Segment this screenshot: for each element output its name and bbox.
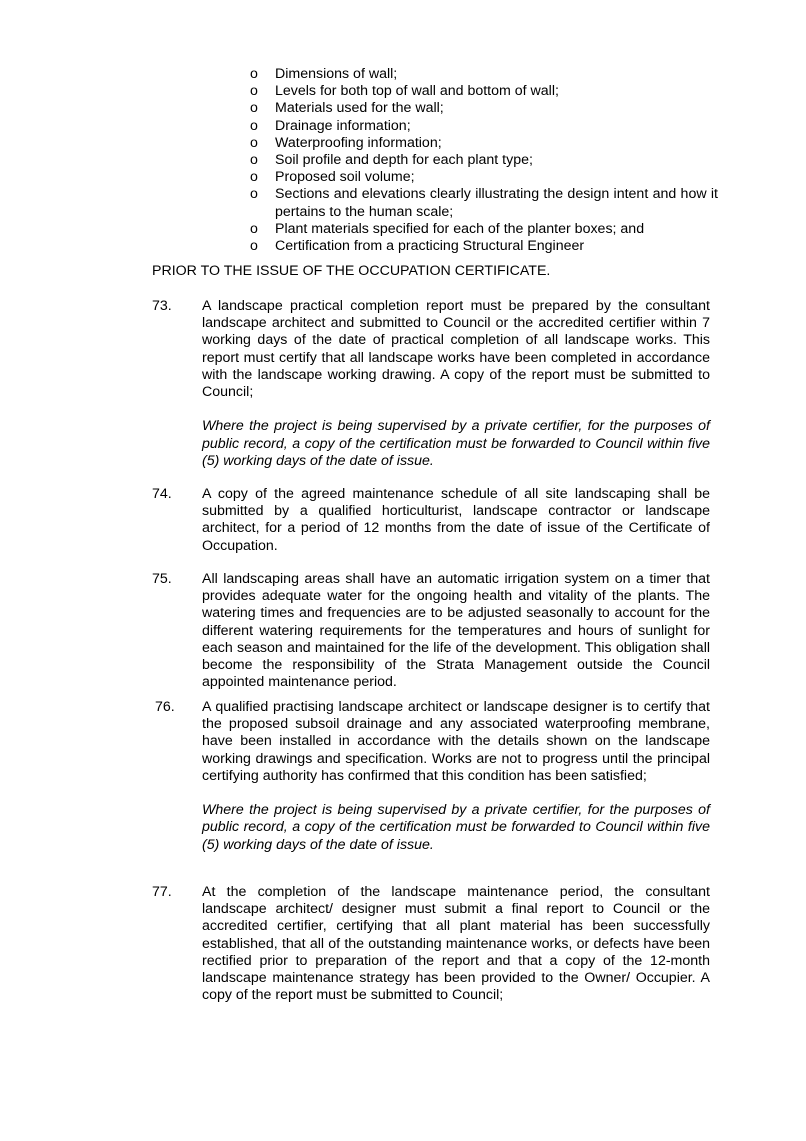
bullet-marker: o xyxy=(250,117,258,134)
bullet-text: Sections and elevations clearly illustrating the design intent and how it pertains to the human scale; xyxy=(275,186,718,220)
bullet-text: Dimensions of wall; xyxy=(275,66,398,82)
bullet-marker: o xyxy=(250,152,258,169)
bullet-text: Plant materials specified for each of the planter boxes; and xyxy=(275,220,645,237)
requirements-bullet-list xyxy=(248,66,718,255)
bullet-text: Drainage information; xyxy=(275,117,411,134)
condition-text: A landscape practical completion report must be prepared by the consultant landscape architect and submitted to Council or the accredited certifier within 7 working days of the date of practical completion of all landscape works. This report must certify that all landscape works have been completed in accordance with the landscape working drawing. A copy of the report must be submitted to Council; xyxy=(202,298,710,401)
condition-73 xyxy=(152,298,710,470)
bullet-marker: o xyxy=(250,83,258,100)
bullet-text: Levels for both top of wall and bottom of wall; xyxy=(275,83,559,100)
bullet-text: Materials used for the wall; xyxy=(275,100,444,117)
condition-number: 74. xyxy=(152,486,172,502)
condition-note: Where the project is being supervised by a private certifier, for the purposes of public record, a copy of the certification must be forwarded to Council within five (5) working days of the date of issue. xyxy=(202,418,710,469)
condition-text: A copy of the agreed maintenance schedule of all site landscaping shall be submitted by a qualified horticulturist, landscape contractor or landscape architect, for a period of 12 months from the date of issue of the Certificate of Occupation. xyxy=(202,486,710,554)
condition-number: 75. xyxy=(152,571,172,587)
condition-76 xyxy=(155,699,710,854)
bullet-item xyxy=(248,221,718,238)
condition-number: 73. xyxy=(152,298,172,314)
section-heading: PRIOR TO THE ISSUE OF THE OCCUPATION CERTIFICATE. xyxy=(152,263,551,279)
bullet-item xyxy=(248,186,718,220)
bullet-item xyxy=(248,118,718,135)
bullet-marker: o xyxy=(250,66,258,82)
bullet-item xyxy=(248,135,718,152)
condition-text: At the completion of the landscape maintenance period, the consultant landscape architect/ designer must submit a final report to Council or the accredited certifier, certifying that all plant material has been successfully established, that all of the outstanding maintenance works, or defects have been rectified prior to preparation of the report and that a copy of the 12-month landscape maintenance strategy has been provided to the Owner/ Occupier. A copy of the report must be submitted to Council; xyxy=(202,884,710,1004)
bullet-item xyxy=(248,66,718,83)
condition-number: 76. xyxy=(155,699,175,715)
bullet-marker: o xyxy=(250,220,258,237)
condition-text: A qualified practising landscape architect or landscape designer is to certify that the proposed subsoil drainage and any associated waterproofing membrane, have been installed in accordance with the details shown on the landscape working drawings and specification. Works are not to progress until the principal certifying authority has confirmed that this condition has been satisfied; xyxy=(202,699,710,784)
bullet-item xyxy=(248,152,718,169)
condition-74 xyxy=(152,486,710,555)
bullet-marker: o xyxy=(250,186,258,203)
condition-number: 77. xyxy=(152,884,172,900)
condition-75 xyxy=(152,571,710,691)
bullet-marker: o xyxy=(250,238,258,255)
bullet-marker: o xyxy=(250,134,258,151)
condition-77 xyxy=(152,884,710,1004)
bullet-item xyxy=(248,169,718,186)
bullet-item xyxy=(248,100,718,117)
bullet-marker: o xyxy=(250,100,258,117)
bullet-text: Proposed soil volume; xyxy=(275,169,415,186)
bullet-item xyxy=(248,83,718,100)
condition-text: All landscaping areas shall have an automatic irrigation system on a timer that provides adequate water for the ongoing health and vitality of the plants. The watering times and frequencies are to be adjusted seasonally to account for the different watering requirements for the temperatures and hours of sunlight for each season and maintained for the life of the development. This obligation shall become the responsibility of the Strata Management outside the Council appointed maintenance period. xyxy=(202,571,710,691)
bullet-text: Certification from a practicing Structural Engineer xyxy=(275,238,585,255)
bullet-text: Soil profile and depth for each plant type; xyxy=(275,152,533,169)
bullet-text: Waterproofing information; xyxy=(275,134,442,151)
condition-note: Where the project is being supervised by a private certifier, for the purposes of public record, a copy of the certification must be forwarded to Council within five (5) working days of the date of issue. xyxy=(202,802,710,853)
bullet-item xyxy=(248,238,718,255)
bullet-marker: o xyxy=(250,169,258,186)
